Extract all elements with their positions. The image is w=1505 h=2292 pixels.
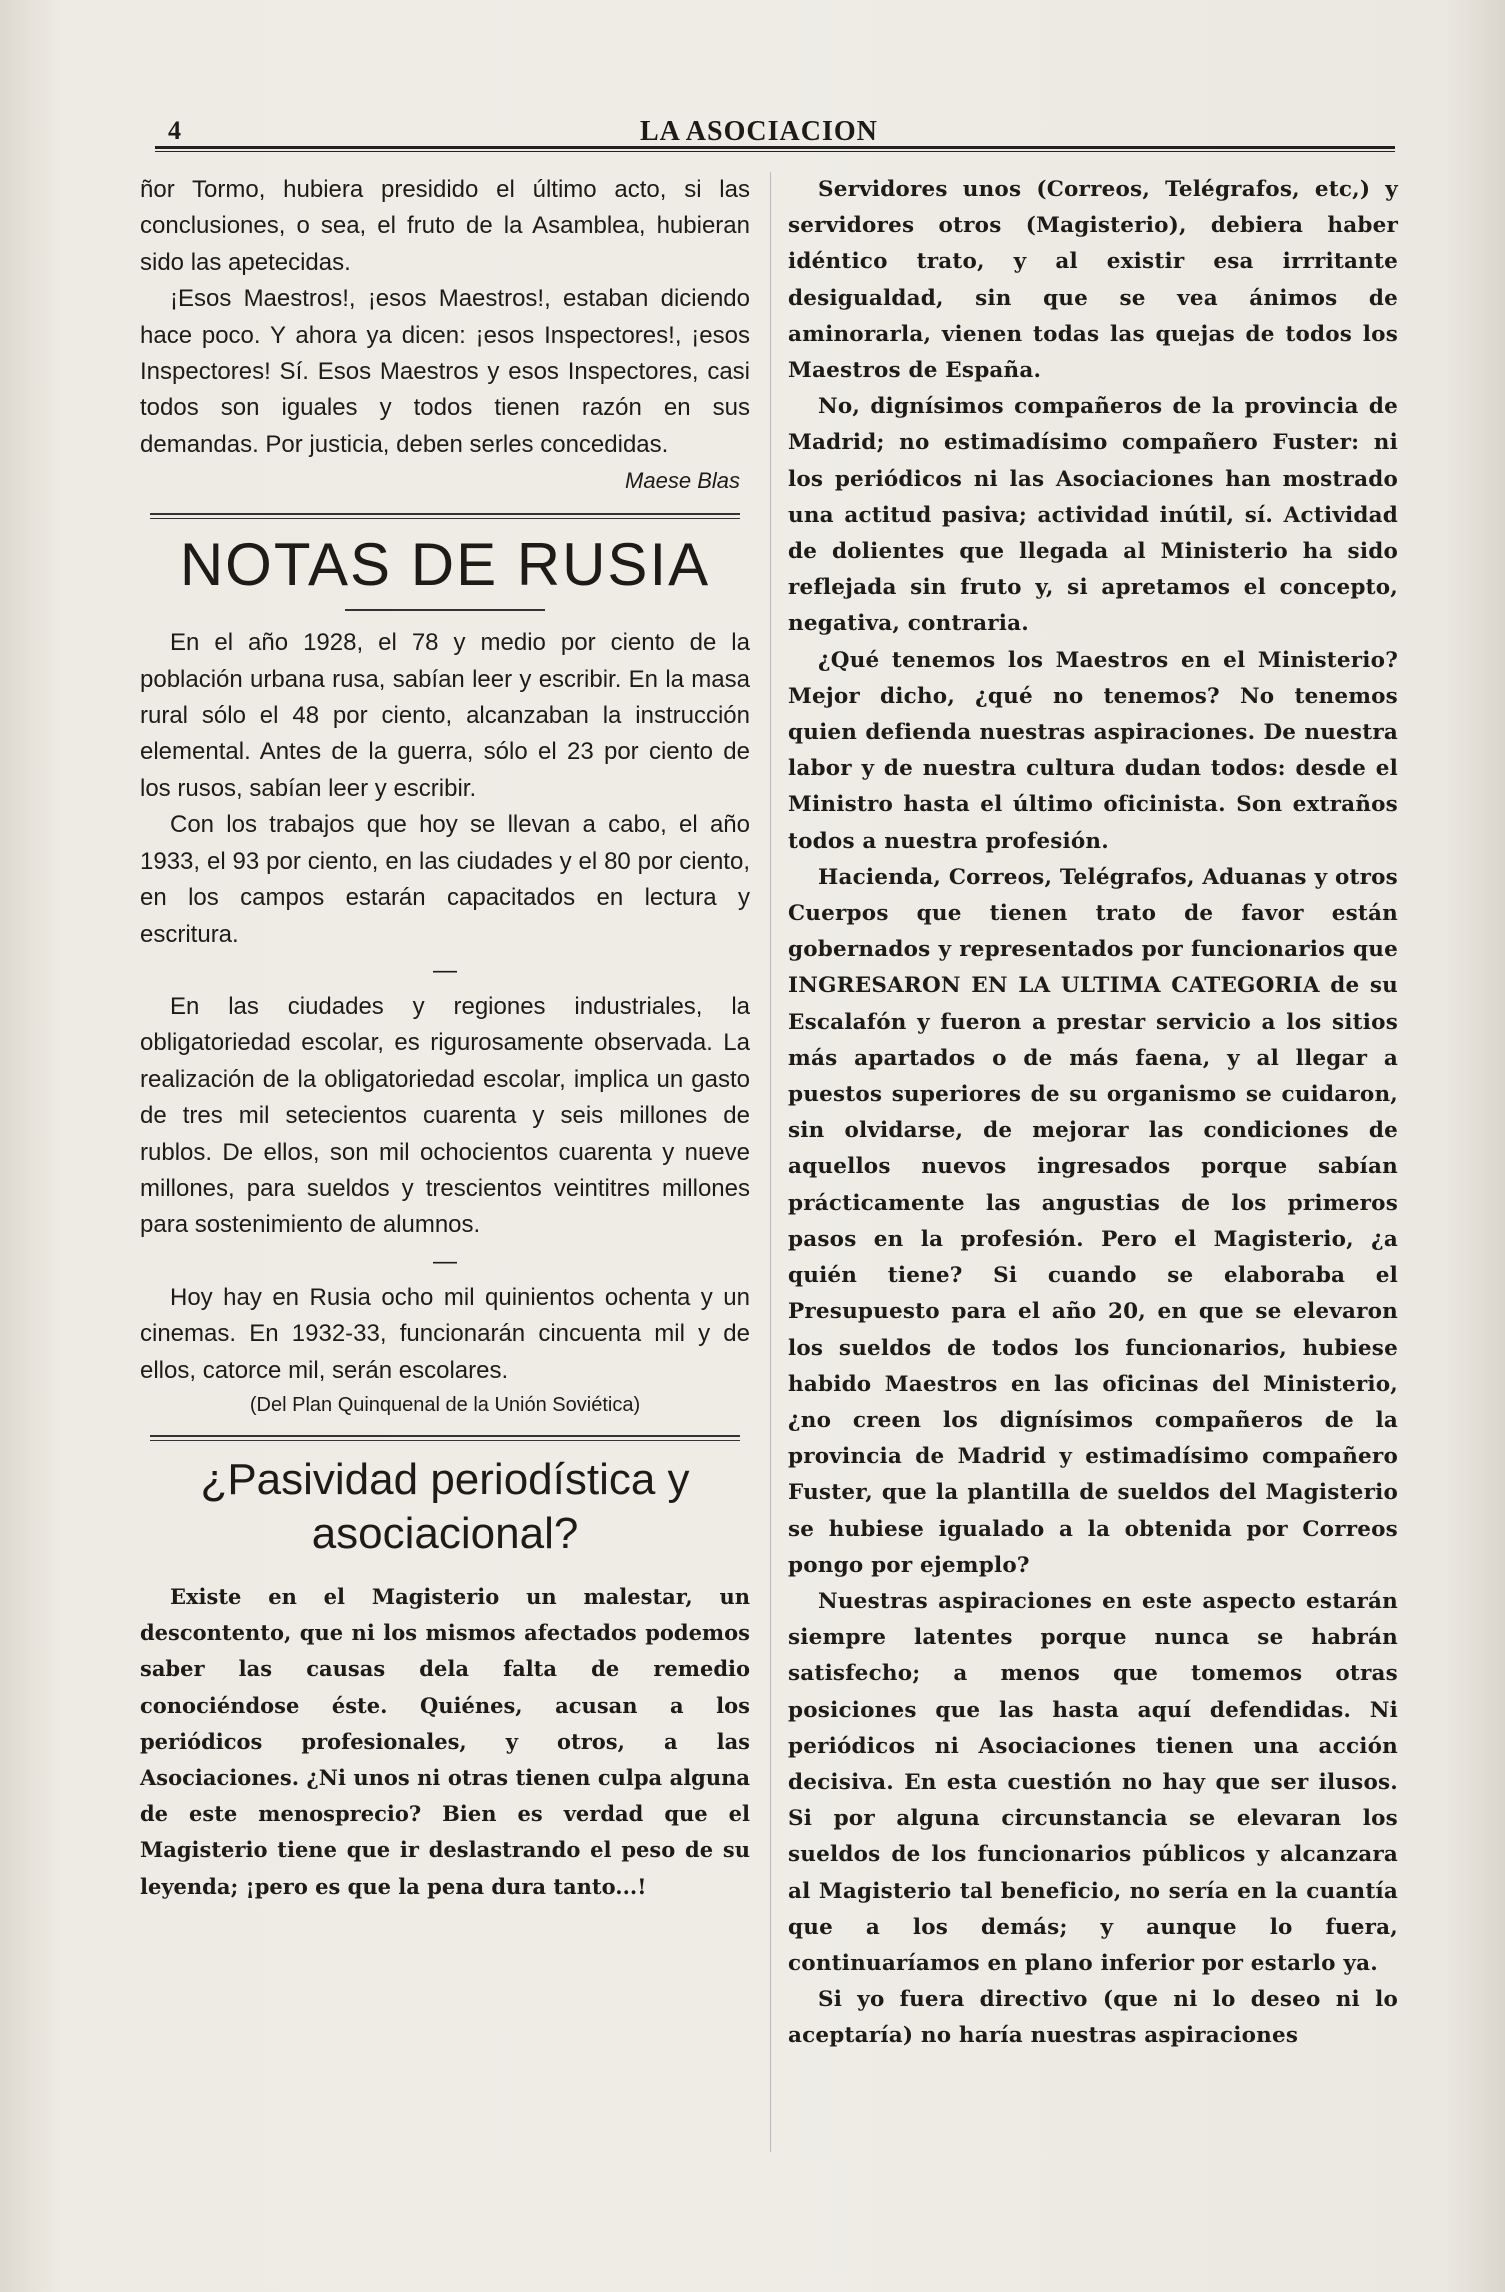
separator-dash: —: [433, 956, 457, 984]
header-rule: [155, 146, 1395, 152]
article-paragraph: Servidores unos (Correos, Telégrafos, etc,) y servidores otros (Magisterio), debiera haber idéntico trato, y al existir esa irrritante desigualdad, sin que se vea ánimos de aminorarla, vienen todas las quejas de todos los Maestros de España.: [788, 177, 1398, 384]
intro-paragraph: ¡Esos Maestros!, ¡esos Maestros!, estaban diciendo hace poco. Y ahora ya dicen: ¡esos Inspectores!, ¡esos Inspectores! Sí. Esos Maestros y esos Inspectores, casi todos son iguales y todos tienen razón en sus demandas. Por justicia, deben serles concedidas.: [140, 285, 750, 458]
section-divider: [150, 513, 740, 519]
article-paragraph: Con los trabajos que hoy se llevan a cabo, el año 1933, el 93 por ciento, en las ciudades y el 80 por ciento, en los campos estarán capacitados en lectura y escritura.: [140, 811, 750, 948]
article-paragraph: Nuestras aspiraciones en este aspecto estarán siempre latentes porque nunca se habrán satisfecho; a menos que tomemos otras posiciones que las hasta aquí defendidas. Ni periódicos ni Asociaciones tienen una acción decisiva. En esta cuestión no hay que ser ilusos. Si por alguna circunstancia se elevaran los sueldos de los funcionarios públicos y alcanzara al Magisterio tal beneficio, no sería en la cuantía que a los demás; y aunque lo fuera, continuaríamos en plano inferior por estarlo ya.: [788, 1588, 1398, 1976]
article-paragraph: Hoy hay en Rusia ocho mil quinientos ochenta y un cinemas. En 1932-33, funcionarán cincuenta mil y de ellos, catorce mil, serán escolares.: [140, 1283, 750, 1384]
article-paragraph: En las ciudades y regiones industriales, la obligatoriedad escolar, es rigurosamente observada. La realización de la obligatoriedad escolar, implica un gasto de tres mil setecientos cuarenta y seis millones de rublos. De ellos, son mil ochocientos cuarenta y nueve millones, para sueldos y trescientos veintitres millones para sostenimiento de alumnos.: [140, 992, 750, 1239]
intro-paragraph: ñor Tormo, hubiera presidido el último acto, si las conclusiones, o sea, el fruto de la Asamblea, hubieran sido las apetecidas.: [140, 176, 750, 276]
title-underline: [345, 609, 545, 611]
article-title-notas-de-rusia: NOTAS DE RUSIA: [179, 531, 711, 599]
right-column: [788, 172, 1398, 2055]
journal-title: LA ASOCIACION: [640, 116, 878, 147]
article-paragraph: ¿Qué tenemos los Maestros en el Ministerio? Mejor dicho, ¿qué no tenemos? No tenemos quien defienda nuestras aspiraciones. De nuestra labor y de nuestra cultura dudan todos: desde el Ministro hasta el último oficinista. Son extraños todos a nuestra profesión.: [788, 647, 1398, 854]
article-source: (Del Plan Quinquenal de la Unión Soviética): [249, 1393, 641, 1416]
separator-dash: —: [433, 1247, 457, 1275]
article-paragraph: Hacienda, Correos, Telégrafos, Aduanas y otros Cuerpos que tienen trato de favor están gobernados y representados por funcionarios que INGRESARON EN LA ULTIMA CATEGORIA de su Escalafón y fueron a prestar servicio a los sitios más apartados o de más faena, y al llegar a puestos superiores de su organismo se cuidaron, sin olvidarse, de mejorar las condiciones de aquellos nuevos ingresados porque sabían prácticamente las angustias de los primeros pasos en la profesión. Pero el Magisterio, ¿a quién tiene? Si cuando se elaboraba el Presupuesto para el año 20, en que se elevaron los sueldos de todos los funcionarios, hubiese habido Maestros en las oficinas del Ministerio, ¿no creen los dignísimos compañeros de la provincia de Madrid y estimadísimo compañero Fuster, que la plantilla de sueldos del Magisterio se hubiese igualado a la obtenida por Correos pongo por ejemplo?: [788, 864, 1398, 1578]
article-paragraph: No, dignísimos compañeros de la provincia de Madrid; no estimadísimo compañero Fuster: ni los periódicos ni las Asociaciones han mostrado una actitud pasiva; actividad inútil, sí. Actividad de dolientes que llegada al Ministerio ha sido reflejada sin fruto y, si apretamos el concepto, negativa, contraria.: [788, 394, 1398, 637]
signature: Maese Blas: [625, 468, 740, 494]
page-number: 4: [168, 116, 181, 145]
section-divider: [150, 1435, 740, 1441]
left-column: [140, 172, 750, 1905]
article-paragraph: Si yo fuera directivo (que ni lo deseo ni lo aceptaría) no haría nuestras aspiraciones: [788, 1987, 1398, 2049]
article-paragraph: En el año 1928, el 78 y medio por ciento de la población urbana rusa, sabían leer y escribir. En la masa rural sólo el 48 por ciento, alcanzaban la instrucción elemental. Antes de la guerra, sólo el 23 por ciento de los rusos, sabían leer y escribir.: [140, 629, 750, 802]
article-title-pasividad: ¿Pasividad periodística y asociacional?: [200, 1454, 690, 1558]
column-divider: [770, 172, 771, 2152]
article-paragraph: Existe en el Magisterio un malestar, un descontento, que ni los mismos afectados podemos saber las causas dela falta de remedio conociéndose éste. Quiénes, acusan a los periódicos profesionales, y otros, a las Asociaciones. ¿Ni unos ni otras tienen culpa alguna de este menosprecio? Bien es verdad que el Magisterio tiene que ir deslastrando el peso de su leyenda; ¡pero es que la pena dura tanto...!: [140, 1583, 750, 1899]
